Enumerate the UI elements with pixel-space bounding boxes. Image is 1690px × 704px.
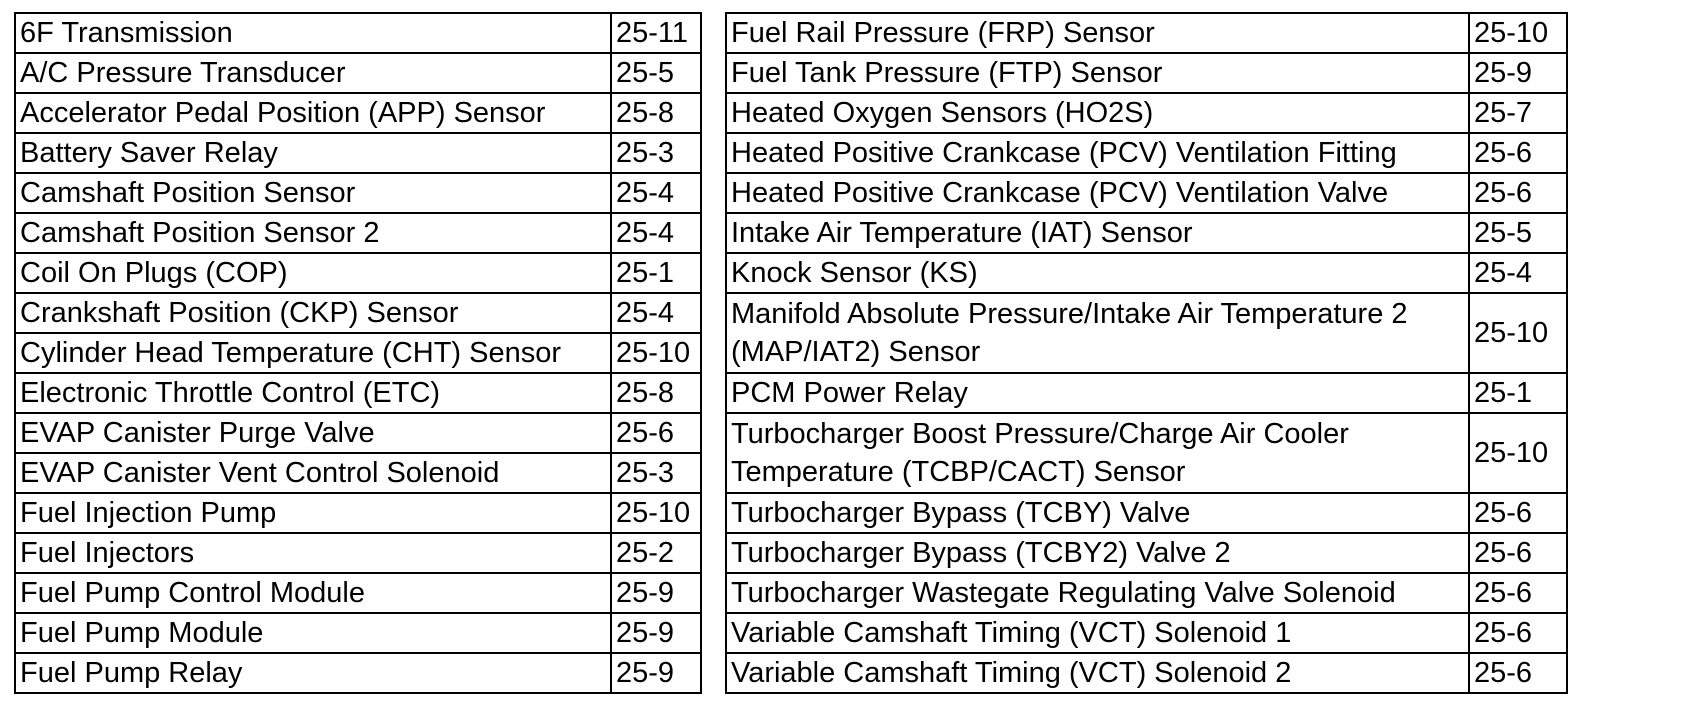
table-row <box>15 133 1567 173</box>
component-index-body <box>15 13 1567 693</box>
right-page-ref: 25-1 <box>1469 373 1567 413</box>
left-page-ref: 25-3 <box>611 133 701 173</box>
table-row <box>15 573 1567 613</box>
left-component-name: 6F Transmission <box>15 13 611 53</box>
left-component-name: Coil On Plugs (COP) <box>15 253 611 293</box>
right-page-ref: 25-4 <box>1469 253 1567 293</box>
right-page-ref: 25-6 <box>1469 493 1567 533</box>
left-component-name: A/C Pressure Transducer <box>15 53 611 93</box>
right-page-ref: 25-6 <box>1469 533 1567 573</box>
table-row <box>15 413 1567 453</box>
right-page-ref: 25-10 <box>1469 293 1567 373</box>
left-component-name: Camshaft Position Sensor <box>15 173 611 213</box>
right-page-ref: 25-6 <box>1469 653 1567 693</box>
left-page-ref: 25-5 <box>611 53 701 93</box>
table-row <box>15 533 1567 573</box>
left-page-ref: 25-3 <box>611 453 701 493</box>
right-component-name: Variable Camshaft Timing (VCT) Solenoid 1 <box>726 613 1469 653</box>
table-row <box>15 173 1567 213</box>
left-component-name: Cylinder Head Temperature (CHT) Sensor <box>15 333 611 373</box>
table-row <box>15 373 1567 413</box>
left-page-ref: 25-11 <box>611 13 701 53</box>
left-page-ref: 25-9 <box>611 653 701 693</box>
left-page-ref: 25-4 <box>611 213 701 253</box>
left-page-ref: 25-9 <box>611 573 701 613</box>
right-page-ref: 25-10 <box>1469 13 1567 53</box>
table-row <box>15 213 1567 253</box>
left-component-name: Battery Saver Relay <box>15 133 611 173</box>
left-page-ref: 25-6 <box>611 413 701 453</box>
right-component-name: Intake Air Temperature (IAT) Sensor <box>726 213 1469 253</box>
right-component-name: Knock Sensor (KS) <box>726 253 1469 293</box>
right-page-ref: 25-7 <box>1469 93 1567 133</box>
right-component-name: Fuel Tank Pressure (FTP) Sensor <box>726 53 1469 93</box>
right-page-ref: 25-5 <box>1469 213 1567 253</box>
table-row <box>15 493 1567 533</box>
right-page-ref: 25-9 <box>1469 53 1567 93</box>
right-page-ref: 25-6 <box>1469 173 1567 213</box>
right-component-name: Turbocharger Bypass (TCBY2) Valve 2 <box>726 533 1469 573</box>
left-component-name: Fuel Pump Control Module <box>15 573 611 613</box>
table-row <box>15 293 1567 333</box>
right-component-name: Fuel Rail Pressure (FRP) Sensor <box>726 13 1469 53</box>
left-component-name: Fuel Injectors <box>15 533 611 573</box>
table-row <box>15 13 1567 53</box>
column-gap <box>701 13 726 693</box>
left-page-ref: 25-2 <box>611 533 701 573</box>
left-component-name: Fuel Pump Relay <box>15 653 611 693</box>
left-page-ref: 25-1 <box>611 253 701 293</box>
right-component-name: Heated Oxygen Sensors (HO2S) <box>726 93 1469 133</box>
left-page-ref: 25-8 <box>611 93 701 133</box>
right-page-ref: 25-10 <box>1469 413 1567 493</box>
left-component-name: Accelerator Pedal Position (APP) Sensor <box>15 93 611 133</box>
left-component-name: Fuel Pump Module <box>15 613 611 653</box>
table-row <box>15 653 1567 693</box>
table-row <box>15 53 1567 93</box>
right-component-name: Turbocharger Bypass (TCBY) Valve <box>726 493 1469 533</box>
left-page-ref: 25-4 <box>611 293 701 333</box>
right-page-ref: 25-6 <box>1469 573 1567 613</box>
left-component-name: Crankshaft Position (CKP) Sensor <box>15 293 611 333</box>
left-page-ref: 25-10 <box>611 333 701 373</box>
left-page-ref: 25-9 <box>611 613 701 653</box>
table-row <box>15 253 1567 293</box>
right-component-name: Turbocharger Boost Pressure/Charge Air Cooler Temperature (TCBP/CACT) Sensor <box>726 413 1469 493</box>
left-component-name: EVAP Canister Vent Control Solenoid <box>15 453 611 493</box>
right-component-name: Variable Camshaft Timing (VCT) Solenoid 2 <box>726 653 1469 693</box>
right-page-ref: 25-6 <box>1469 613 1567 653</box>
left-component-name: Electronic Throttle Control (ETC) <box>15 373 611 413</box>
left-component-name: Fuel Injection Pump <box>15 493 611 533</box>
table-row <box>15 93 1567 133</box>
left-page-ref: 25-10 <box>611 493 701 533</box>
right-component-name: Turbocharger Wastegate Regulating Valve Solenoid <box>726 573 1469 613</box>
table-row <box>15 613 1567 653</box>
left-component-name: Camshaft Position Sensor 2 <box>15 213 611 253</box>
right-component-name: Heated Positive Crankcase (PCV) Ventilation Valve <box>726 173 1469 213</box>
left-page-ref: 25-8 <box>611 373 701 413</box>
left-component-name: EVAP Canister Purge Valve <box>15 413 611 453</box>
component-index-table <box>14 12 1568 694</box>
right-component-name: PCM Power Relay <box>726 373 1469 413</box>
right-component-name: Heated Positive Crankcase (PCV) Ventilation Fitting <box>726 133 1469 173</box>
left-page-ref: 25-4 <box>611 173 701 213</box>
right-page-ref: 25-6 <box>1469 133 1567 173</box>
right-component-name: Manifold Absolute Pressure/Intake Air Temperature 2 (MAP/IAT2) Sensor <box>726 293 1469 373</box>
